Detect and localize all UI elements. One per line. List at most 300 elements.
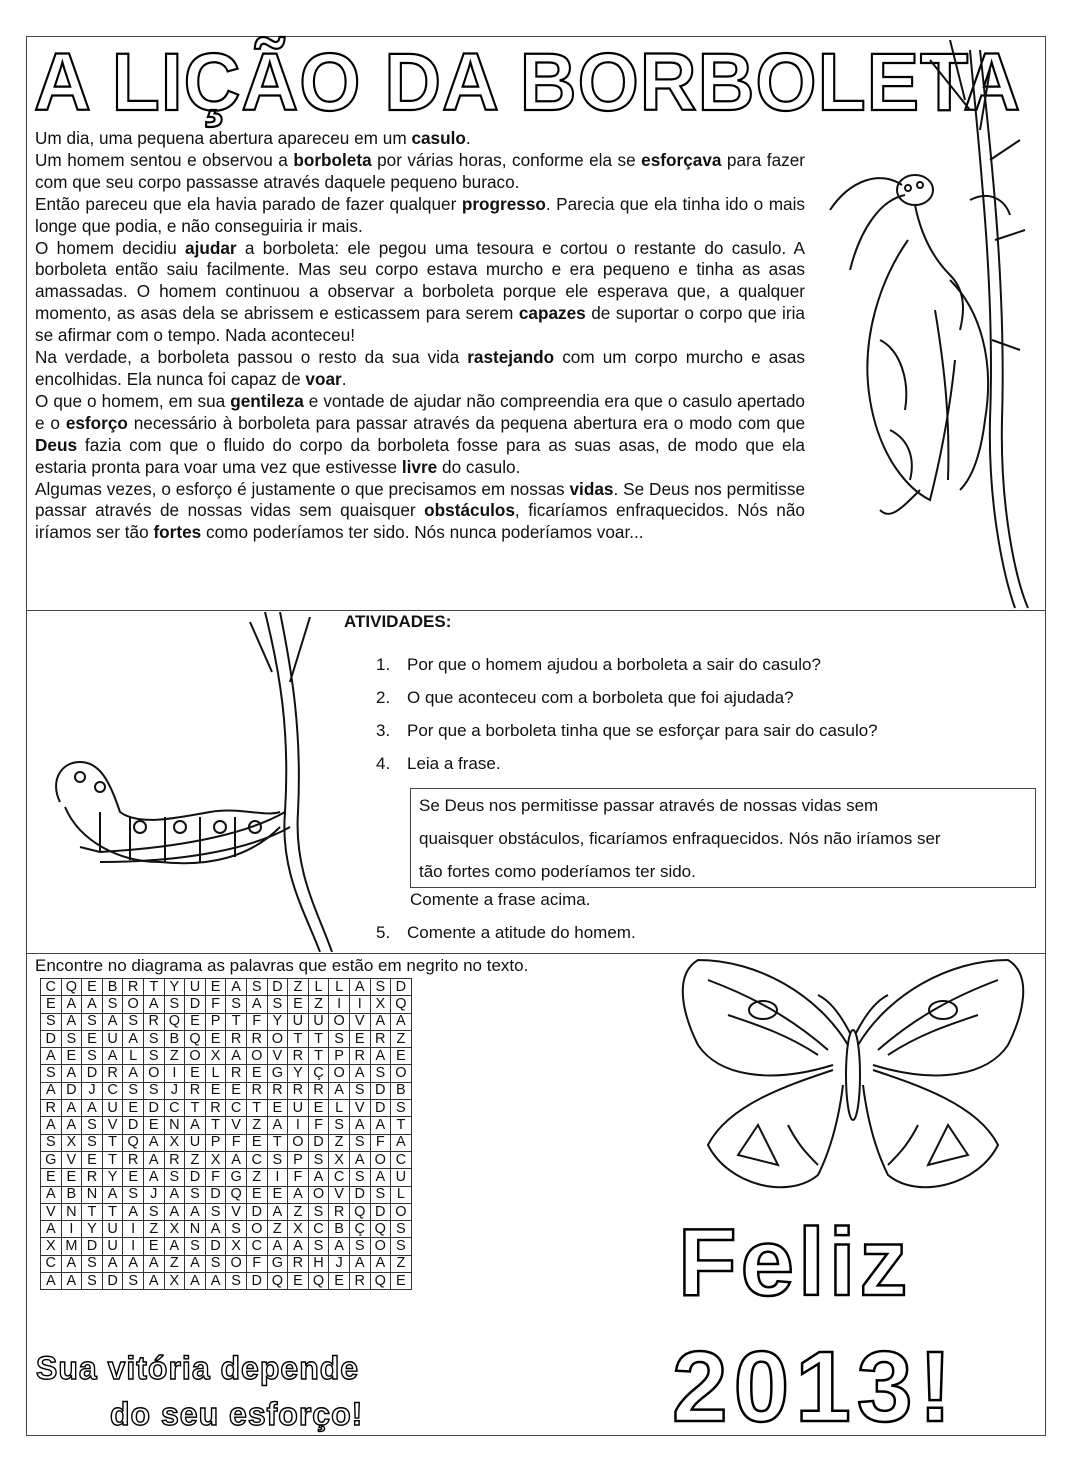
grid-cell[interactable]: E	[267, 1100, 288, 1117]
grid-cell[interactable]: L	[123, 1048, 144, 1065]
grid-cell[interactable]: U	[308, 1013, 329, 1030]
grid-cell[interactable]: R	[226, 1030, 247, 1047]
grid-cell[interactable]: Q	[308, 1273, 329, 1290]
grid-cell[interactable]: M	[61, 1238, 82, 1255]
grid-cell[interactable]: E	[246, 1134, 267, 1151]
grid-cell[interactable]: R	[349, 1273, 370, 1290]
grid-cell[interactable]: Z	[391, 1030, 412, 1047]
grid-cell[interactable]: Y	[267, 1013, 288, 1030]
grid-cell[interactable]: X	[370, 996, 391, 1013]
grid-cell[interactable]: X	[329, 1151, 350, 1168]
grid-cell[interactable]: S	[226, 1221, 247, 1238]
grid-cell[interactable]: S	[267, 1151, 288, 1168]
grid-cell[interactable]: A	[246, 996, 267, 1013]
grid-cell[interactable]: A	[308, 1169, 329, 1186]
grid-cell[interactable]: F	[288, 1169, 309, 1186]
grid-cell[interactable]: D	[349, 1186, 370, 1203]
grid-cell[interactable]: F	[205, 1169, 226, 1186]
grid-cell[interactable]: B	[61, 1186, 82, 1203]
grid-cell[interactable]: A	[370, 1048, 391, 1065]
grid-cell[interactable]: A	[185, 1203, 206, 1220]
grid-cell[interactable]: S	[205, 1255, 226, 1272]
grid-cell[interactable]: S	[164, 1169, 185, 1186]
grid-cell[interactable]: R	[143, 1013, 164, 1030]
grid-cell[interactable]: A	[102, 1013, 123, 1030]
grid-cell[interactable]: F	[226, 1134, 247, 1151]
grid-cell[interactable]: A	[61, 1013, 82, 1030]
grid-cell[interactable]: A	[41, 1186, 62, 1203]
grid-cell[interactable]: P	[288, 1151, 309, 1168]
grid-cell[interactable]: A	[164, 1203, 185, 1220]
grid-cell[interactable]: A	[143, 1134, 164, 1151]
grid-cell[interactable]: I	[164, 1065, 185, 1082]
grid-cell[interactable]: A	[391, 1013, 412, 1030]
grid-cell[interactable]: R	[308, 1082, 329, 1099]
grid-cell[interactable]: C	[226, 1100, 247, 1117]
grid-cell[interactable]: C	[41, 979, 62, 996]
grid-cell[interactable]: S	[349, 1134, 370, 1151]
grid-cell[interactable]: E	[143, 1117, 164, 1134]
grid-cell[interactable]: X	[164, 1221, 185, 1238]
grid-cell[interactable]: A	[185, 1117, 206, 1134]
grid-cell[interactable]: S	[329, 1117, 350, 1134]
grid-cell[interactable]: C	[164, 1100, 185, 1117]
grid-cell[interactable]: O	[391, 1065, 412, 1082]
grid-cell[interactable]: A	[61, 1100, 82, 1117]
grid-cell[interactable]: E	[185, 1013, 206, 1030]
grid-cell[interactable]: T	[246, 1100, 267, 1117]
grid-cell[interactable]: A	[41, 1082, 62, 1099]
grid-cell[interactable]: A	[370, 1169, 391, 1186]
grid-cell[interactable]: F	[246, 1013, 267, 1030]
grid-cell[interactable]: N	[185, 1221, 206, 1238]
grid-cell[interactable]: S	[41, 1013, 62, 1030]
grid-cell[interactable]: S	[123, 1273, 144, 1290]
grid-cell[interactable]: Ç	[308, 1065, 329, 1082]
grid-cell[interactable]: U	[102, 1221, 123, 1238]
grid-cell[interactable]: T	[205, 1117, 226, 1134]
grid-cell[interactable]: F	[246, 1255, 267, 1272]
grid-cell[interactable]: O	[185, 1048, 206, 1065]
grid-cell[interactable]: O	[246, 1221, 267, 1238]
grid-cell[interactable]: A	[226, 979, 247, 996]
grid-cell[interactable]: D	[143, 1100, 164, 1117]
grid-cell[interactable]: A	[370, 1117, 391, 1134]
grid-cell[interactable]: E	[329, 1273, 350, 1290]
grid-cell[interactable]: T	[102, 1134, 123, 1151]
grid-cell[interactable]: V	[349, 1013, 370, 1030]
grid-cell[interactable]: E	[82, 979, 103, 996]
grid-cell[interactable]: A	[267, 1238, 288, 1255]
grid-cell[interactable]: D	[246, 1203, 267, 1220]
grid-cell[interactable]: S	[185, 1238, 206, 1255]
grid-cell[interactable]: X	[288, 1221, 309, 1238]
grid-cell[interactable]: X	[226, 1238, 247, 1255]
grid-cell[interactable]: E	[391, 1273, 412, 1290]
grid-cell[interactable]: J	[82, 1082, 103, 1099]
grid-cell[interactable]: O	[288, 1134, 309, 1151]
grid-cell[interactable]: D	[41, 1030, 62, 1047]
grid-cell[interactable]: Q	[370, 1221, 391, 1238]
grid-cell[interactable]: L	[308, 979, 329, 996]
grid-cell[interactable]: D	[246, 1273, 267, 1290]
grid-cell[interactable]: V	[226, 1117, 247, 1134]
grid-cell[interactable]: Y	[82, 1221, 103, 1238]
grid-cell[interactable]: Z	[246, 1169, 267, 1186]
grid-cell[interactable]: C	[391, 1151, 412, 1168]
grid-cell[interactable]: E	[82, 1151, 103, 1168]
grid-cell[interactable]: A	[61, 1065, 82, 1082]
grid-cell[interactable]: U	[185, 979, 206, 996]
grid-cell[interactable]: T	[143, 979, 164, 996]
grid-cell[interactable]: E	[82, 1030, 103, 1047]
grid-cell[interactable]: S	[61, 1030, 82, 1047]
grid-cell[interactable]: S	[82, 1048, 103, 1065]
grid-cell[interactable]: S	[349, 1169, 370, 1186]
grid-cell[interactable]: Q	[267, 1273, 288, 1290]
grid-cell[interactable]: T	[185, 1100, 206, 1117]
grid-cell[interactable]: S	[143, 1048, 164, 1065]
grid-cell[interactable]: D	[82, 1065, 103, 1082]
grid-cell[interactable]: C	[329, 1169, 350, 1186]
grid-cell[interactable]: Z	[391, 1255, 412, 1272]
grid-cell[interactable]: V	[267, 1048, 288, 1065]
grid-cell[interactable]: A	[41, 1048, 62, 1065]
grid-cell[interactable]: Z	[164, 1255, 185, 1272]
grid-cell[interactable]: P	[205, 1134, 226, 1151]
grid-cell[interactable]: A	[143, 1273, 164, 1290]
grid-cell[interactable]: A	[143, 1169, 164, 1186]
grid-cell[interactable]: A	[391, 1134, 412, 1151]
grid-cell[interactable]: Q	[185, 1030, 206, 1047]
grid-cell[interactable]: A	[349, 1117, 370, 1134]
grid-cell[interactable]: S	[205, 1203, 226, 1220]
grid-cell[interactable]: T	[288, 1030, 309, 1047]
grid-cell[interactable]: S	[123, 1186, 144, 1203]
grid-cell[interactable]: S	[82, 1117, 103, 1134]
grid-cell[interactable]: O	[226, 1255, 247, 1272]
grid-cell[interactable]: A	[329, 1238, 350, 1255]
grid-cell[interactable]: A	[143, 1255, 164, 1272]
grid-cell[interactable]: A	[123, 1065, 144, 1082]
grid-cell[interactable]: S	[185, 1186, 206, 1203]
grid-cell[interactable]: S	[370, 979, 391, 996]
grid-cell[interactable]: Y	[102, 1169, 123, 1186]
grid-cell[interactable]: R	[41, 1100, 62, 1117]
grid-cell[interactable]: R	[288, 1255, 309, 1272]
grid-cell[interactable]: A	[41, 1117, 62, 1134]
grid-cell[interactable]: I	[288, 1117, 309, 1134]
grid-cell[interactable]: O	[391, 1203, 412, 1220]
grid-cell[interactable]: S	[143, 1030, 164, 1047]
grid-cell[interactable]: I	[267, 1169, 288, 1186]
grid-cell[interactable]: A	[205, 1273, 226, 1290]
grid-cell[interactable]: Ç	[349, 1221, 370, 1238]
grid-cell[interactable]: D	[102, 1273, 123, 1290]
grid-cell[interactable]: U	[288, 1013, 309, 1030]
grid-cell[interactable]: S	[82, 1273, 103, 1290]
grid-cell[interactable]: G	[226, 1169, 247, 1186]
grid-cell[interactable]: S	[308, 1151, 329, 1168]
grid-cell[interactable]: O	[267, 1030, 288, 1047]
grid-cell[interactable]: S	[82, 1255, 103, 1272]
grid-cell[interactable]: S	[143, 1203, 164, 1220]
grid-cell[interactable]: L	[329, 1100, 350, 1117]
grid-cell[interactable]: E	[143, 1238, 164, 1255]
grid-cell[interactable]: E	[61, 1048, 82, 1065]
grid-cell[interactable]: V	[349, 1100, 370, 1117]
grid-cell[interactable]: E	[267, 1186, 288, 1203]
grid-cell[interactable]: A	[329, 1082, 350, 1099]
grid-cell[interactable]: R	[370, 1030, 391, 1047]
grid-cell[interactable]: E	[288, 996, 309, 1013]
grid-cell[interactable]: E	[185, 1065, 206, 1082]
grid-cell[interactable]: E	[41, 996, 62, 1013]
grid-cell[interactable]: E	[205, 979, 226, 996]
grid-cell[interactable]: E	[123, 1100, 144, 1117]
grid-cell[interactable]: G	[267, 1255, 288, 1272]
grid-cell[interactable]: E	[226, 1082, 247, 1099]
grid-cell[interactable]: A	[267, 1117, 288, 1134]
grid-cell[interactable]: A	[164, 1238, 185, 1255]
grid-cell[interactable]: D	[205, 1238, 226, 1255]
grid-cell[interactable]: D	[61, 1082, 82, 1099]
grid-cell[interactable]: R	[267, 1082, 288, 1099]
grid-cell[interactable]: Q	[391, 996, 412, 1013]
grid-cell[interactable]: A	[61, 1273, 82, 1290]
grid-cell[interactable]: D	[391, 979, 412, 996]
grid-cell[interactable]: T	[102, 1151, 123, 1168]
grid-cell[interactable]: A	[61, 996, 82, 1013]
grid-cell[interactable]: X	[164, 1134, 185, 1151]
grid-cell[interactable]: A	[143, 1151, 164, 1168]
grid-cell[interactable]: R	[349, 1048, 370, 1065]
grid-cell[interactable]: N	[164, 1117, 185, 1134]
grid-cell[interactable]: X	[205, 1151, 226, 1168]
grid-cell[interactable]: S	[41, 1065, 62, 1082]
grid-cell[interactable]: A	[226, 1048, 247, 1065]
grid-cell[interactable]: V	[226, 1203, 247, 1220]
grid-cell[interactable]: A	[61, 1255, 82, 1272]
grid-cell[interactable]: R	[205, 1100, 226, 1117]
grid-cell[interactable]: R	[82, 1169, 103, 1186]
grid-cell[interactable]: B	[102, 979, 123, 996]
grid-cell[interactable]: V	[102, 1117, 123, 1134]
grid-cell[interactable]: T	[391, 1117, 412, 1134]
grid-cell[interactable]: V	[61, 1151, 82, 1168]
grid-cell[interactable]: A	[123, 1203, 144, 1220]
grid-cell[interactable]: I	[61, 1221, 82, 1238]
grid-cell[interactable]: D	[123, 1117, 144, 1134]
grid-cell[interactable]: N	[61, 1203, 82, 1220]
grid-cell[interactable]: R	[226, 1065, 247, 1082]
grid-cell[interactable]: A	[123, 1255, 144, 1272]
grid-cell[interactable]: A	[123, 1030, 144, 1047]
grid-cell[interactable]: S	[82, 1013, 103, 1030]
grid-cell[interactable]: E	[61, 1169, 82, 1186]
grid-cell[interactable]: Q	[370, 1273, 391, 1290]
grid-cell[interactable]: E	[123, 1169, 144, 1186]
grid-cell[interactable]: D	[82, 1238, 103, 1255]
grid-cell[interactable]: A	[102, 1186, 123, 1203]
grid-cell[interactable]: O	[143, 1065, 164, 1082]
grid-cell[interactable]: Q	[123, 1134, 144, 1151]
grid-cell[interactable]: R	[123, 979, 144, 996]
grid-cell[interactable]: R	[123, 1151, 144, 1168]
grid-cell[interactable]: T	[102, 1203, 123, 1220]
grid-cell[interactable]: D	[205, 1186, 226, 1203]
grid-cell[interactable]: C	[308, 1221, 329, 1238]
grid-cell[interactable]: R	[102, 1065, 123, 1082]
grid-cell[interactable]: A	[164, 1186, 185, 1203]
grid-cell[interactable]: A	[226, 1151, 247, 1168]
grid-cell[interactable]: L	[205, 1065, 226, 1082]
grid-cell[interactable]: T	[267, 1134, 288, 1151]
grid-cell[interactable]: B	[164, 1030, 185, 1047]
grid-cell[interactable]: A	[205, 1221, 226, 1238]
grid-cell[interactable]: A	[349, 1151, 370, 1168]
grid-cell[interactable]: R	[185, 1082, 206, 1099]
grid-cell[interactable]: U	[391, 1169, 412, 1186]
grid-cell[interactable]: S	[123, 1013, 144, 1030]
grid-cell[interactable]: S	[226, 1273, 247, 1290]
grid-cell[interactable]: Z	[288, 1203, 309, 1220]
grid-cell[interactable]: A	[102, 1255, 123, 1272]
grid-cell[interactable]: I	[349, 996, 370, 1013]
grid-cell[interactable]: C	[41, 1255, 62, 1272]
grid-cell[interactable]: Y	[164, 979, 185, 996]
grid-cell[interactable]: C	[246, 1238, 267, 1255]
grid-cell[interactable]: S	[267, 996, 288, 1013]
grid-cell[interactable]: C	[102, 1082, 123, 1099]
grid-cell[interactable]: I	[123, 1221, 144, 1238]
grid-cell[interactable]: A	[288, 1186, 309, 1203]
grid-cell[interactable]: V	[41, 1203, 62, 1220]
grid-cell[interactable]: E	[349, 1030, 370, 1047]
grid-cell[interactable]: J	[329, 1255, 350, 1272]
grid-cell[interactable]: Z	[329, 1134, 350, 1151]
grid-cell[interactable]: S	[391, 1100, 412, 1117]
grid-cell[interactable]: T	[226, 1013, 247, 1030]
grid-cell[interactable]: Z	[288, 979, 309, 996]
grid-cell[interactable]: A	[61, 1117, 82, 1134]
grid-cell[interactable]: A	[143, 996, 164, 1013]
grid-cell[interactable]: Z	[185, 1151, 206, 1168]
grid-cell[interactable]: L	[391, 1186, 412, 1203]
grid-cell[interactable]: O	[329, 1013, 350, 1030]
grid-cell[interactable]: J	[143, 1186, 164, 1203]
grid-cell[interactable]: R	[329, 1203, 350, 1220]
grid-cell[interactable]: A	[185, 1273, 206, 1290]
grid-cell[interactable]: L	[329, 979, 350, 996]
grid-cell[interactable]: I	[329, 996, 350, 1013]
grid-cell[interactable]: D	[370, 1203, 391, 1220]
grid-cell[interactable]: S	[308, 1203, 329, 1220]
grid-cell[interactable]: E	[205, 1030, 226, 1047]
grid-cell[interactable]: S	[246, 979, 267, 996]
grid-cell[interactable]: E	[308, 1100, 329, 1117]
grid-cell[interactable]: B	[391, 1082, 412, 1099]
grid-cell[interactable]: Q	[164, 1013, 185, 1030]
grid-cell[interactable]: G	[41, 1151, 62, 1168]
grid-cell[interactable]: S	[226, 996, 247, 1013]
grid-cell[interactable]: Q	[349, 1203, 370, 1220]
grid-cell[interactable]: S	[370, 1065, 391, 1082]
grid-cell[interactable]: R	[246, 1030, 267, 1047]
grid-cell[interactable]: S	[391, 1238, 412, 1255]
grid-cell[interactable]: J	[164, 1082, 185, 1099]
grid-cell[interactable]: S	[82, 1134, 103, 1151]
grid-cell[interactable]: R	[164, 1151, 185, 1168]
grid-cell[interactable]: F	[370, 1134, 391, 1151]
grid-cell[interactable]: T	[82, 1203, 103, 1220]
grid-cell[interactable]: Z	[267, 1221, 288, 1238]
grid-cell[interactable]: O	[370, 1151, 391, 1168]
grid-cell[interactable]: N	[82, 1186, 103, 1203]
grid-cell[interactable]: Z	[143, 1221, 164, 1238]
grid-cell[interactable]: D	[370, 1082, 391, 1099]
grid-cell[interactable]: S	[123, 1082, 144, 1099]
grid-cell[interactable]: Y	[288, 1065, 309, 1082]
grid-cell[interactable]: O	[370, 1238, 391, 1255]
grid-cell[interactable]: X	[205, 1048, 226, 1065]
grid-cell[interactable]: S	[391, 1221, 412, 1238]
grid-cell[interactable]: S	[370, 1186, 391, 1203]
grid-cell[interactable]: U	[102, 1238, 123, 1255]
grid-cell[interactable]: O	[123, 996, 144, 1013]
grid-cell[interactable]: A	[370, 1255, 391, 1272]
grid-cell[interactable]: S	[164, 996, 185, 1013]
grid-cell[interactable]: S	[349, 1238, 370, 1255]
grid-cell[interactable]: O	[308, 1186, 329, 1203]
grid-cell[interactable]: Z	[164, 1048, 185, 1065]
grid-cell[interactable]: A	[349, 979, 370, 996]
grid-cell[interactable]: Z	[246, 1117, 267, 1134]
grid-cell[interactable]: F	[308, 1117, 329, 1134]
grid-cell[interactable]: A	[82, 1100, 103, 1117]
grid-cell[interactable]: X	[41, 1238, 62, 1255]
grid-cell[interactable]: Q	[226, 1186, 247, 1203]
grid-cell[interactable]: S	[143, 1082, 164, 1099]
grid-cell[interactable]: E	[288, 1273, 309, 1290]
grid-cell[interactable]: S	[329, 1030, 350, 1047]
grid-cell[interactable]: F	[205, 996, 226, 1013]
grid-cell[interactable]: R	[246, 1082, 267, 1099]
grid-cell[interactable]: S	[41, 1134, 62, 1151]
grid-cell[interactable]: V	[329, 1186, 350, 1203]
grid-cell[interactable]: E	[41, 1169, 62, 1186]
grid-cell[interactable]: D	[185, 1169, 206, 1186]
grid-cell[interactable]: H	[308, 1255, 329, 1272]
grid-cell[interactable]: R	[288, 1048, 309, 1065]
grid-cell[interactable]: E	[246, 1065, 267, 1082]
grid-cell[interactable]: D	[185, 996, 206, 1013]
grid-cell[interactable]: E	[205, 1082, 226, 1099]
grid-cell[interactable]: O	[246, 1048, 267, 1065]
grid-cell[interactable]: D	[370, 1100, 391, 1117]
grid-cell[interactable]: O	[329, 1065, 350, 1082]
grid-cell[interactable]: U	[288, 1100, 309, 1117]
grid-cell[interactable]: D	[308, 1134, 329, 1151]
grid-cell[interactable]: S	[349, 1082, 370, 1099]
grid-cell[interactable]: A	[41, 1273, 62, 1290]
grid-cell[interactable]: A	[349, 1065, 370, 1082]
grid-cell[interactable]: E	[391, 1048, 412, 1065]
grid-cell[interactable]: Q	[61, 979, 82, 996]
grid-cell[interactable]: U	[102, 1030, 123, 1047]
grid-cell[interactable]: A	[185, 1255, 206, 1272]
grid-cell[interactable]: P	[205, 1013, 226, 1030]
